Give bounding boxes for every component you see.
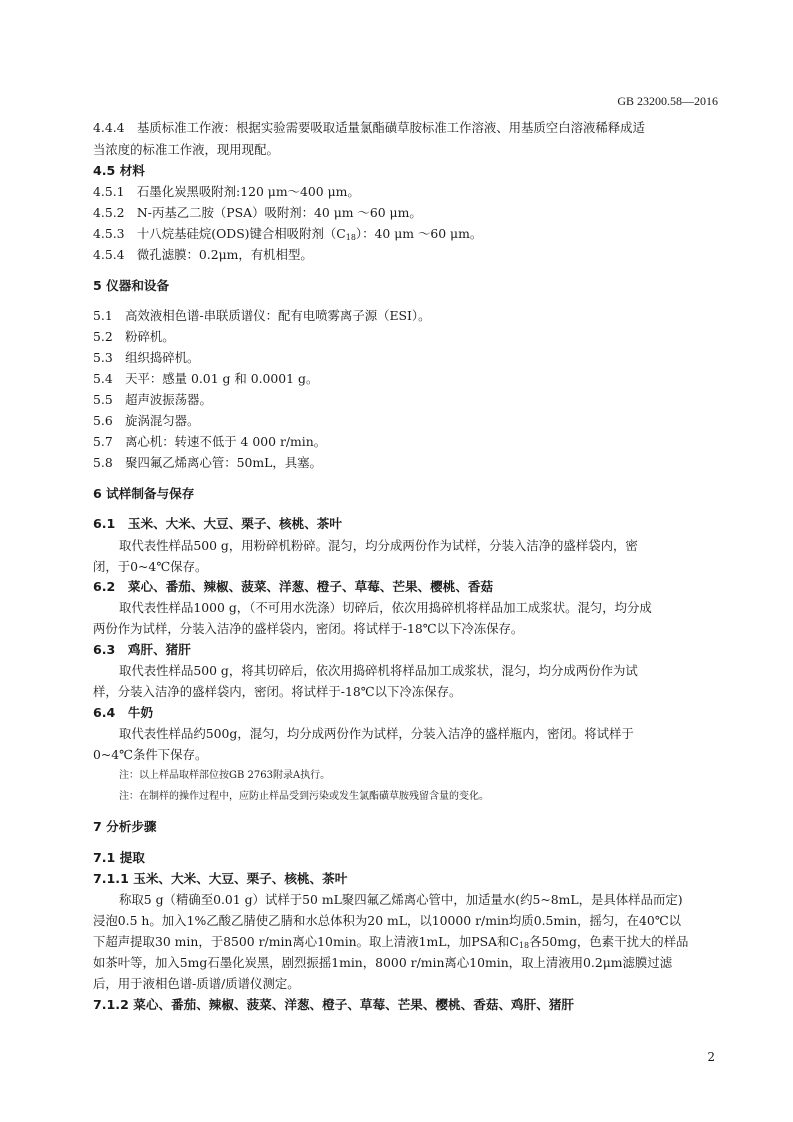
para-6-3-cont: 样，分装入洁净的盛样袋内，密闭。将试样于-18℃以下冷冻保存。 xyxy=(93,684,462,699)
heading-6-2: 6.2 菜心、番茄、辣椒、菠菜、洋葱、橙子、草莓、芒果、樱桃、香菇 xyxy=(93,579,494,594)
item-5-4: 5.4 天平：感量 0.01 g 和 0.0001 g。 xyxy=(93,371,319,386)
para-7-1-1-line4: 如茶叶等，加入5mg石墨化炭黑，剧烈振摇1min，8000 r/min离心10min，取上清液用0.2μm滤膜过滤 xyxy=(93,955,673,970)
item-5-1: 5.1 高效液相色谱-串联质谱仪：配有电喷雾离子源（ESI）。 xyxy=(93,308,431,323)
para-4-4-4-cont: 当浓度的标准工作液，现用现配。 xyxy=(93,142,279,157)
item-5-5: 5.5 超声波振荡器。 xyxy=(93,392,212,407)
item-5-7: 5.7 离心机：转速不低于 4 000 r/min。 xyxy=(93,434,327,449)
subscript-18: 18 xyxy=(345,233,356,242)
standard-number: GB 23200.58—2016 xyxy=(617,94,718,108)
para-6-4: 取代表性样品约500g，混匀，均分成两份作为试样，分装入洁净的盛样瓶内，密闭。将试样于 xyxy=(119,726,634,741)
item-5-6: 5.6 旋涡混匀器。 xyxy=(93,413,200,428)
para-6-1-cont: 闭，于0~4℃保存。 xyxy=(93,559,208,574)
note-2: 注：在制样的操作过程中，应防止样品受到污染或发生氯酯磺草胺残留含量的变化。 xyxy=(119,791,489,802)
heading-7-1: 7.1 提取 xyxy=(93,850,145,865)
para-7-1-1-line3 xyxy=(93,934,688,950)
page-number: 2 xyxy=(707,1050,715,1064)
heading-6-3: 6.3 鸡肝、猪肝 xyxy=(93,642,191,657)
para-7-1-1-line2: 浸泡0.5 h。加入1%乙酸乙腈使乙腈和水总体积为20 mL，以10000 r/min均质0.5min，摇匀，在40℃以 xyxy=(93,913,682,928)
heading-7-1-1: 7.1.1 玉米、大米、大豆、栗子、核桃、茶叶 xyxy=(93,871,348,886)
para-4-4-4: 4.4.4 基质标准工作液：根据实验需要吸取适量氯酯磺草胺标准工作溶液、用基质空白溶液稀释成适 xyxy=(93,120,645,135)
item-5-8: 5.8 聚四氟乙烯离心管：50mL，具塞。 xyxy=(93,455,322,470)
para-7-1-1-line3-text: 下超声提取30 min，于8500 r/min离心10min。取上清液1mL，加PSA和C xyxy=(93,934,519,949)
para-6-2: 取代表性样品1000 g，（不可用水洗涤）切碎后，依次用捣碎机将样品加工成浆状。混匀，均分成 xyxy=(119,600,652,615)
para-6-1: 取代表性样品500 g，用粉碎机粉碎。混匀，均分成两份作为试样，分装入洁净的盛样袋内，密 xyxy=(119,538,638,553)
item-4-5-3 xyxy=(93,226,482,242)
heading-5: 5 仪器和设备 xyxy=(93,278,170,293)
heading-6-4: 6.4 牛奶 xyxy=(93,705,154,720)
item-4-5-3-text: 4.5.3 十八烷基硅烷(ODS)键合相吸附剂（C xyxy=(93,226,346,241)
item-4-5-1: 4.5.1 石墨化炭黑吸附剂:120 μm～400 μm。 xyxy=(93,184,360,199)
heading-6: 6 试样制备与保存 xyxy=(93,486,195,501)
item-4-5-2: 4.5.2 N-丙基乙二胺（PSA）吸附剂：40 μm ～60 μm。 xyxy=(93,205,422,220)
para-6-2-cont: 两份作为试样，分装入洁净的盛样袋内，密闭。将试样于-18℃以下冷冻保存。 xyxy=(93,621,524,636)
subscript-18-c: 18 xyxy=(518,941,530,950)
para-6-4-cont: 0~4℃条件下保存。 xyxy=(93,747,208,762)
para-7-1-1-line5: 后，用于液相色谱-质谱/质谱仪测定。 xyxy=(93,976,300,991)
para-7-1-1-line3-tail: 各50mg，色素干扰大的样品 xyxy=(529,934,689,949)
heading-7-1-2: 7.1.2 菜心、番茄、辣椒、菠菜、洋葱、橙子、草莓、芒果、樱桃、香菇、鸡肝、猪肝 xyxy=(93,997,575,1012)
heading-6-1: 6.1 玉米、大米、大豆、栗子、核桃、茶叶 xyxy=(93,516,342,531)
heading-7: 7 分析步骤 xyxy=(93,819,157,834)
para-6-3: 取代表性样品500 g，将其切碎后，依次用捣碎机将样品加工成浆状，混匀，均分成两份作为试 xyxy=(119,663,638,678)
heading-4-5: 4.5 材料 xyxy=(93,163,145,178)
item-5-3: 5.3 组织捣碎机。 xyxy=(93,350,200,365)
item-4-5-4: 4.5.4 微孔滤膜：0.2μm，有机相型。 xyxy=(93,247,313,262)
note-1: 注：以上样品取样部位按GB 2763附录A执行。 xyxy=(119,770,331,781)
item-5-2: 5.2 粉碎机。 xyxy=(93,329,175,344)
item-4-5-3-text-tail: ）：40 μm ～60 μm。 xyxy=(355,226,483,241)
para-7-1-1: 称取5 g（精确至0.01 g）试样于50 mL聚四氟乙烯离心管中，加适量水(约5~8mL，是具体样品而定) xyxy=(119,892,683,907)
